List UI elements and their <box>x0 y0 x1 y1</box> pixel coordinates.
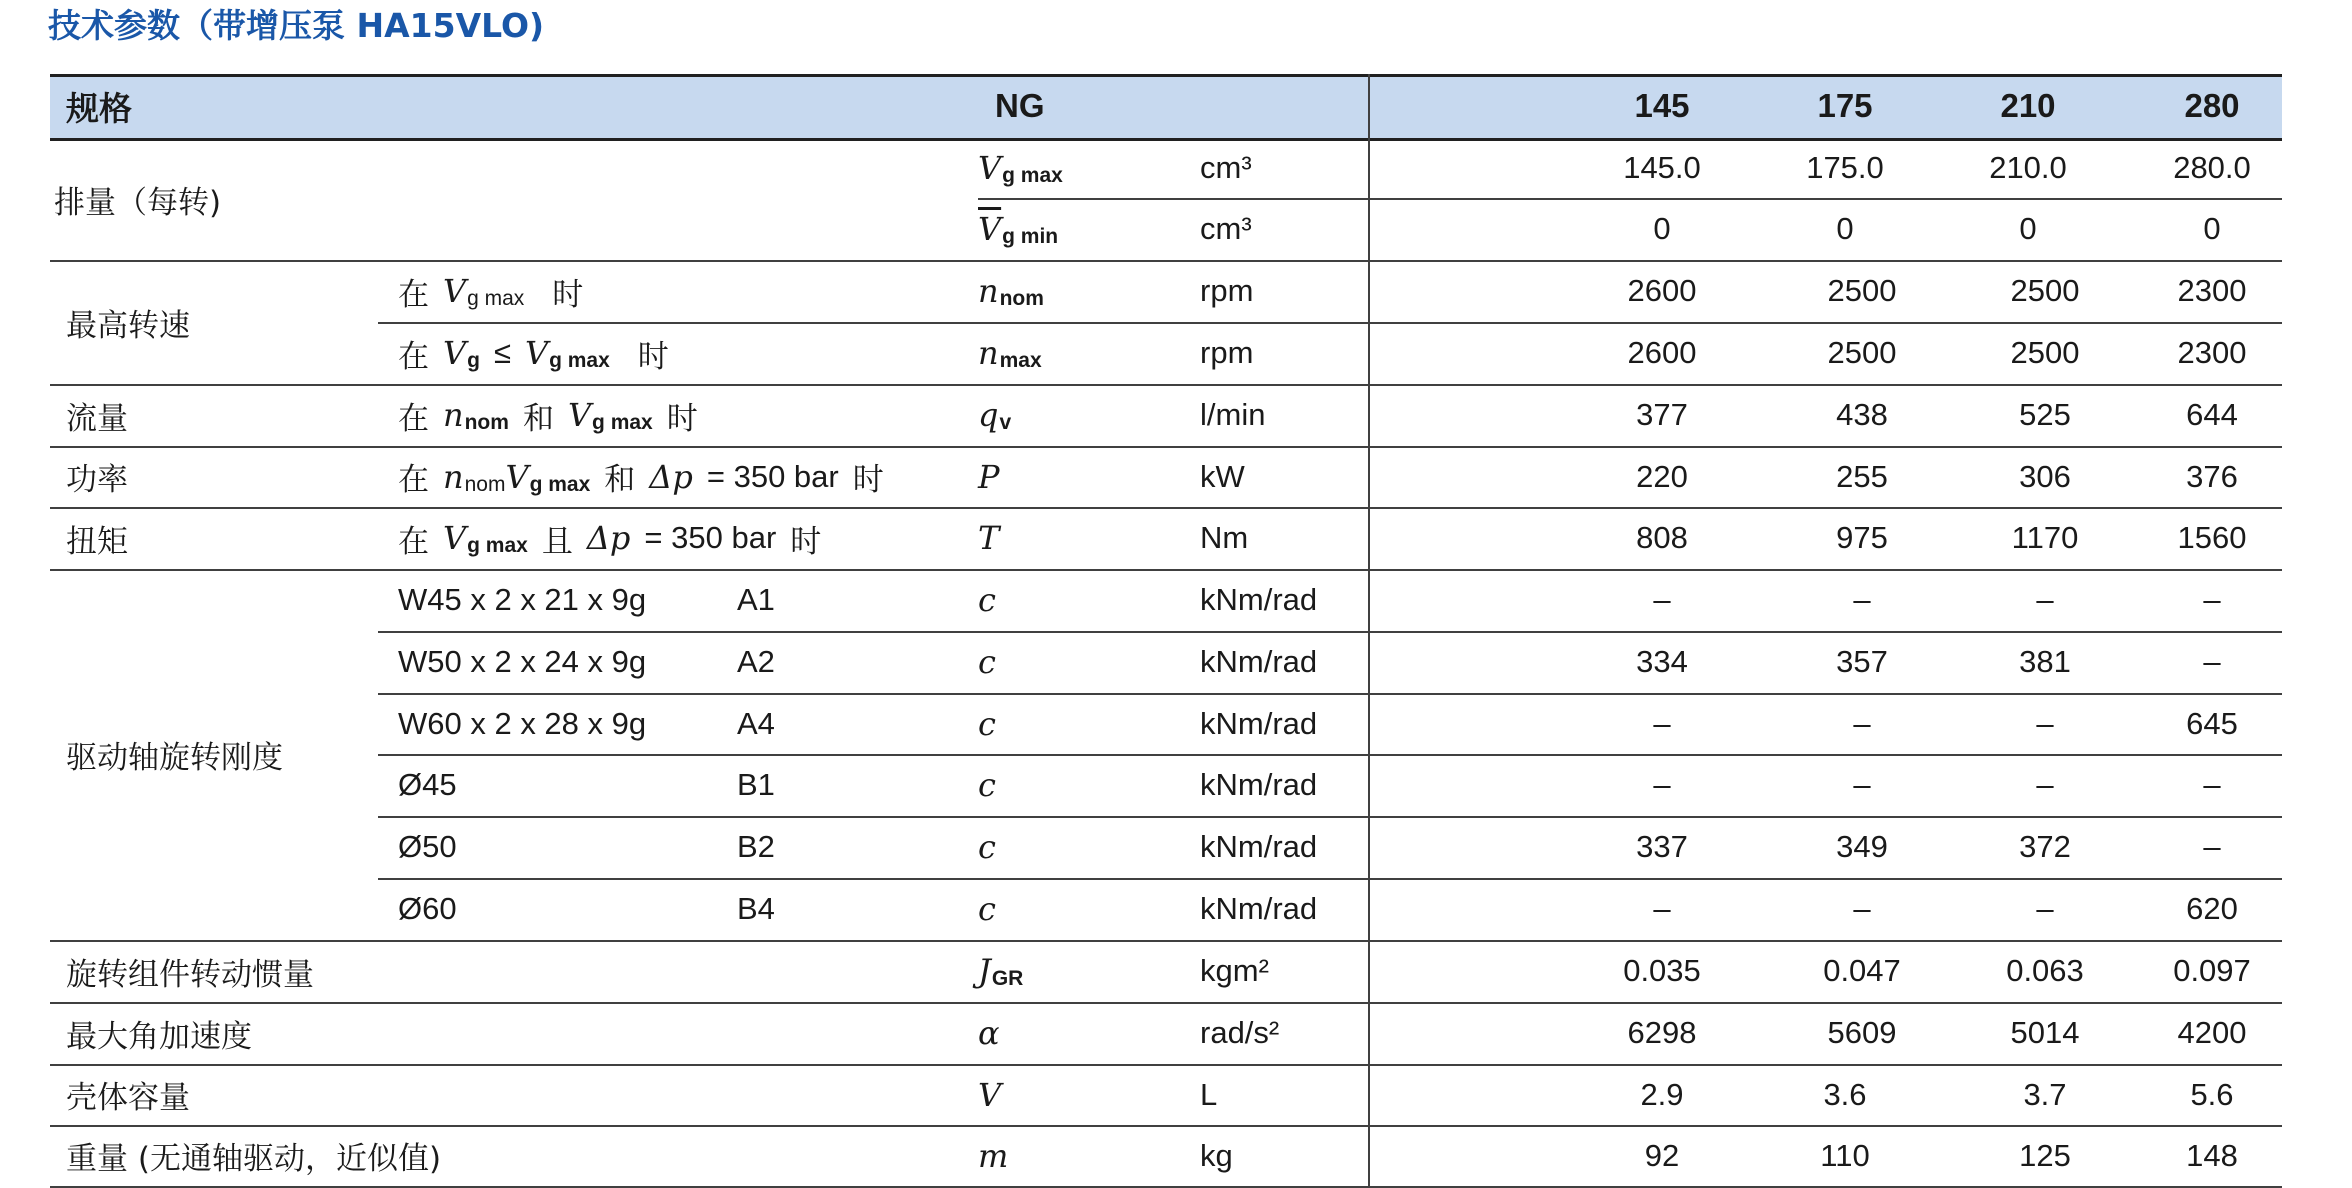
value-cell: 5609 <box>1827 1015 1897 1050</box>
row-rule <box>50 1002 2282 1004</box>
value-cell: 3.7 <box>2023 1076 2067 1112</box>
header-size-145: 145 <box>1634 87 1690 124</box>
condition-torque: 在 V g max 且 Δp = 350 bar 时 <box>398 519 822 560</box>
unit-cm3: cm³ <box>1200 150 1252 185</box>
value-cell: 377 <box>1636 397 1688 432</box>
value-cell: 1560 <box>2177 520 2247 555</box>
value-cell: 620 <box>2186 891 2238 926</box>
value-cell: 0.097 <box>2173 953 2251 988</box>
shaft-spec: W50 x 2 x 24 x 9g <box>398 644 647 679</box>
value-cell: 645 <box>2186 705 2238 741</box>
symbol-qv: q v <box>978 396 1012 434</box>
shaft-code: A2 <box>737 644 775 679</box>
value-cell: 975 <box>1836 520 1888 555</box>
unit-l: L <box>1200 1076 1218 1112</box>
value-cell: – <box>1853 767 1871 802</box>
unit-knm-rad: kNm/rad <box>1200 829 1318 864</box>
table-top-rule <box>50 74 2282 77</box>
value-cell: 255 <box>1836 458 1888 494</box>
row-label-max-speed: 最高转速 <box>66 307 190 344</box>
condition-speed-nom: 在 V g max 时 <box>398 272 584 313</box>
unit-cm3: cm³ <box>1200 211 1252 246</box>
symbol-c: c <box>978 766 996 804</box>
unit-kgm2: kgm² <box>1200 953 1269 988</box>
header-bottom-rule <box>50 138 2282 141</box>
value-cell: 438 <box>1836 397 1888 432</box>
value-cell: – <box>2036 582 2054 617</box>
value-cell: – <box>1653 891 1671 926</box>
value-cell: 145.0 <box>1623 150 1701 185</box>
symbol-vg-min: $\overline{V}$ g min <box>978 210 1059 248</box>
page-title: 技术参数（带增压泵 HA15VLO) <box>48 6 545 45</box>
symbol-p: P <box>978 457 1000 496</box>
symbol-c: c <box>978 704 996 743</box>
row-rule <box>50 384 2282 386</box>
row-rule <box>50 507 2282 509</box>
value-cell: 5014 <box>2010 1015 2080 1050</box>
symbol-n-max: n max <box>978 334 1042 372</box>
value-cell: 210.0 <box>1989 150 2067 185</box>
value-cell: – <box>1853 891 1871 926</box>
value-cell: 92 <box>1644 1137 1680 1173</box>
value-cell: – <box>2036 705 2054 741</box>
unit-rad-s2: rad/s² <box>1200 1015 1280 1050</box>
header-ng-label: NG <box>995 87 1045 124</box>
header-size-280: 280 <box>2184 87 2240 124</box>
shaft-code: B2 <box>737 829 775 864</box>
unit-kg: kg <box>1200 1137 1233 1173</box>
row-label-torque: 扭矩 <box>66 523 128 560</box>
value-cell: 381 <box>2019 644 2071 679</box>
value-cell: 280.0 <box>2173 150 2251 185</box>
value-cell: 372 <box>2019 829 2071 864</box>
condition-speed-max: 在 V g ≤ V g max 时 <box>398 334 669 375</box>
shaft-spec: Ø45 <box>398 767 457 802</box>
value-cell: 3.6 <box>1823 1076 1867 1112</box>
value-cell: 0.063 <box>2006 953 2084 988</box>
row-label-case-volume: 壳体容量 <box>66 1080 190 1116</box>
row-rule <box>50 569 2282 571</box>
value-cell: 334 <box>1636 644 1688 679</box>
value-cell: – <box>1653 705 1671 741</box>
symbol-t: T <box>978 519 1000 557</box>
value-cell: 2500 <box>2010 273 2080 308</box>
header-spec-label: 规格 <box>66 88 132 128</box>
value-cell: 0.035 <box>1623 953 1701 988</box>
table-header-background <box>50 74 2282 138</box>
row-rule <box>50 1064 2282 1066</box>
unit-rpm: rpm <box>1200 335 1254 370</box>
value-cell: 2.9 <box>1640 1076 1684 1112</box>
value-cell: 2500 <box>1827 335 1897 370</box>
value-cell: – <box>1853 582 1871 617</box>
unit-knm-rad: kNm/rad <box>1200 891 1318 926</box>
value-cell: 2300 <box>2177 273 2247 308</box>
symbol-v: V <box>978 1075 1002 1114</box>
row-rule <box>50 260 2282 262</box>
value-cell: – <box>2203 644 2221 679</box>
value-cell: 4200 <box>2177 1015 2247 1050</box>
symbol-n-nom: n nom <box>978 272 1044 310</box>
unit-kw: kW <box>1200 458 1245 494</box>
row-label-power: 功率 <box>66 462 128 498</box>
value-cell: 2600 <box>1627 335 1697 370</box>
value-cell: – <box>2203 829 2221 864</box>
value-cell: 110 <box>1820 1137 1870 1173</box>
unit-knm-rad: kNm/rad <box>1200 582 1318 617</box>
unit-knm-rad: kNm/rad <box>1200 705 1318 741</box>
symbol-c: c <box>978 890 996 928</box>
value-cell: – <box>2036 767 2054 802</box>
value-cell: 148 <box>2186 1137 2238 1173</box>
shaft-spec: W60 x 2 x 28 x 9g <box>398 705 647 741</box>
symbol-jgr: J GR <box>978 952 1024 990</box>
row-rule <box>50 446 2282 448</box>
value-cell: 306 <box>2019 458 2071 494</box>
row-label-flow: 流量 <box>66 400 128 437</box>
value-cell: 337 <box>1636 829 1688 864</box>
symbol-c: c <box>978 581 996 619</box>
value-cell: – <box>2036 891 2054 926</box>
shaft-code: A1 <box>737 582 775 617</box>
shaft-spec: W45 x 2 x 21 x 9g <box>398 582 647 617</box>
value-cell: 175.0 <box>1806 150 1884 185</box>
value-cell: – <box>2203 582 2221 617</box>
value-cell: 2300 <box>2177 335 2247 370</box>
value-cell: – <box>1653 767 1671 802</box>
value-cell: 2500 <box>2010 335 2080 370</box>
value-cell: 525 <box>2019 397 2071 432</box>
header-size-175: 175 <box>1817 87 1873 124</box>
value-cell: 220 <box>1636 458 1688 494</box>
value-cell: 644 <box>2186 397 2238 432</box>
value-cell: 125 <box>2019 1137 2071 1173</box>
row-label-angular-acceleration: 最大角加速度 <box>66 1018 252 1055</box>
value-cell: 0.047 <box>1823 953 1901 988</box>
value-cell: 6298 <box>1627 1015 1697 1050</box>
value-cell: 1170 <box>2011 520 2079 555</box>
value-cell: 349 <box>1836 829 1888 864</box>
condition-flow: 在 n nom 和 V g max 时 <box>398 396 698 437</box>
row-rule <box>50 940 2282 942</box>
value-cell: 0 <box>2019 211 2037 246</box>
value-cell: – <box>2203 767 2221 802</box>
shaft-code: B4 <box>737 891 775 926</box>
value-cell: 0 <box>1653 211 1671 246</box>
value-cell: 2500 <box>1827 273 1897 308</box>
value-cell: 0 <box>2203 211 2221 246</box>
symbol-c: c <box>978 828 996 866</box>
condition-power: 在 n nom V g max 和 Δp = 350 bar 时 <box>398 457 884 498</box>
value-cell: 0 <box>1836 211 1854 246</box>
unit-nm: Nm <box>1200 520 1249 555</box>
row-label-displacement: 排量（每转) <box>54 184 222 221</box>
shaft-code: A4 <box>737 705 775 741</box>
column-divider <box>1368 74 1370 1186</box>
value-cell: 808 <box>1636 520 1688 555</box>
value-cell: 376 <box>2186 458 2238 494</box>
value-cell: – <box>1853 705 1871 741</box>
symbol-alpha: α <box>978 1014 1000 1052</box>
header-size-210: 210 <box>2000 87 2056 124</box>
shaft-spec: Ø50 <box>398 829 457 864</box>
symbol-m: m <box>978 1136 1009 1175</box>
value-cell: – <box>1653 582 1671 617</box>
unit-l-min: l/min <box>1200 397 1266 432</box>
row-label-weight: 重量 (无通轴驱动，近似值) <box>66 1141 442 1177</box>
unit-knm-rad: kNm/rad <box>1200 767 1318 802</box>
unit-rpm: rpm <box>1200 273 1254 308</box>
row-label-inertia: 旋转组件转动惯量 <box>66 956 314 993</box>
symbol-c: c <box>978 643 996 681</box>
unit-knm-rad: kNm/rad <box>1200 644 1318 679</box>
shaft-code: B1 <box>737 767 775 802</box>
row-label-stiffness: 驱动轴旋转刚度 <box>66 740 283 776</box>
symbol-vg-max: V g max <box>978 149 1063 187</box>
shaft-spec: Ø60 <box>398 891 457 926</box>
value-cell: 357 <box>1836 644 1888 679</box>
value-cell: 5.6 <box>2190 1076 2234 1112</box>
value-cell: 2600 <box>1627 273 1697 308</box>
spec-table <box>50 74 2282 1188</box>
